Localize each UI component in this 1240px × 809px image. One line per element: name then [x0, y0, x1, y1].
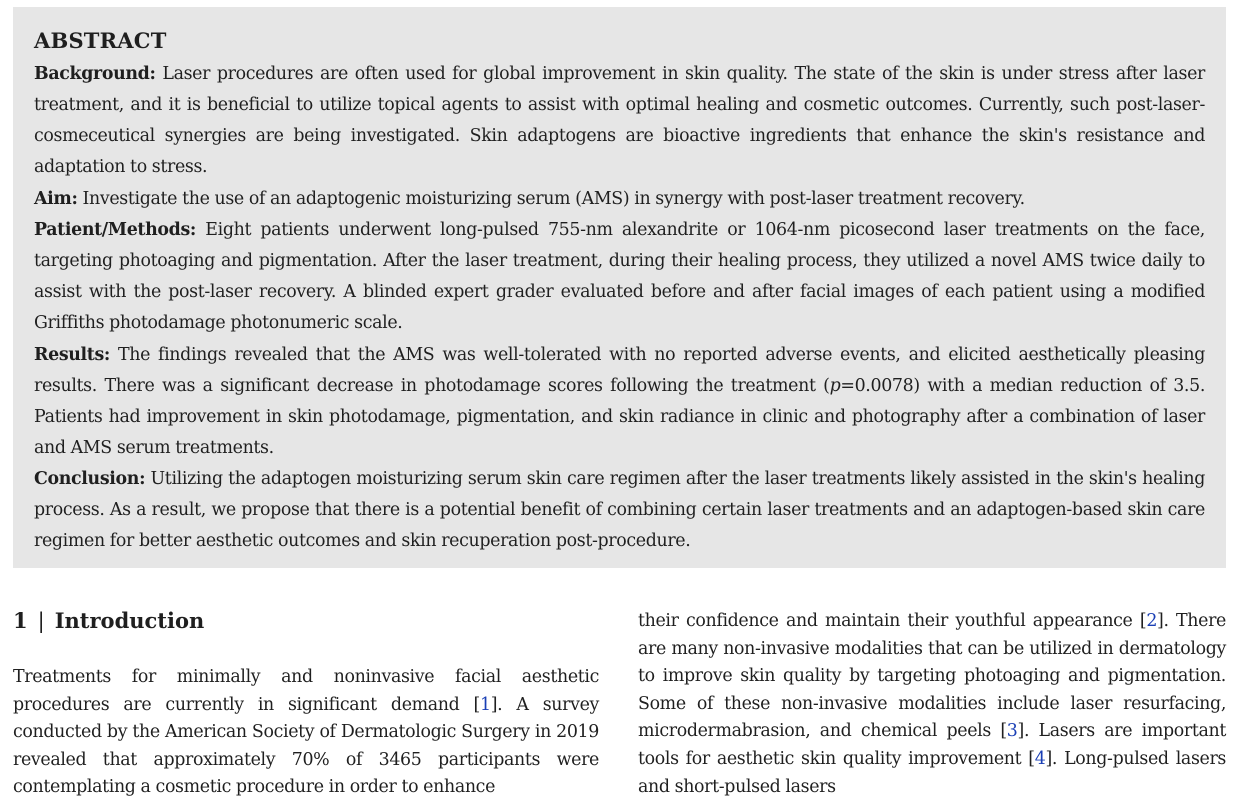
section-heading-introduction [13, 606, 204, 636]
section-number: 1 [13, 608, 28, 633]
intro-text-segment: ]. Long-pulsed lasers and short-pulsed lasers [638, 748, 1227, 797]
introduction-right-column [638, 608, 1226, 801]
intro-text-segment: their confidence and maintain their youthful appearance [ [638, 611, 1147, 631]
abstract-results-paragraph [34, 340, 1205, 464]
intro-text-segment: ]. There are many non-invasive modalities that can be utilized in dermatology to improve skin quality by targeting photoaging and pigmentation. Some of these non-invasive modalities include laser resurfacing, microdermabrasion, and chemical peels [ [638, 611, 1226, 742]
abstract-methods-paragraph [34, 215, 1205, 339]
introduction-paragraph-right [638, 608, 1226, 801]
conclusion-label: Conclusion: [34, 469, 146, 489]
methods-text: Eight patients underwent long-pulsed 755-nm alexandrite or 1064-nm picosecond laser treatments on the face, targeting photoaging and pigmentation. After the laser treatment, during their healing process, they utilized a novel AMS twice daily to assist with the post-laser recovery. A blinded expert grader evaluated before and after facial images of each patient using a modified Griffiths photodamage photonumeric scale. [34, 220, 1205, 333]
results-text-part-1: The findings revealed that the AMS was well-tolerated with no reported adverse events, and elicited aesthetically pleasing results. There was a significant decrease in photodamage scores following the treatment ( [34, 344, 1205, 396]
conclusion-text: Utilizing the adaptogen moisturizing serum skin care regimen after the laser treatments likely assisted in the skin's healing process. As a result, we propose that there is a potential benefit of combining certain laser treatments and an adaptogen-based skin care regimen for better aesthetic outcomes and skin recuperation post-procedure. [34, 469, 1205, 551]
background-label: Background: [34, 64, 156, 84]
intro-text-segment: ]. A survey conducted by the American Society of Dermatologic Surgery in 2019 revealed that approximately 70% of 3465 participants were contemplating a cosmetic procedure in order to enhance [13, 694, 599, 798]
section-title: Introduction [54, 608, 205, 633]
results-text-part-2: =0.0078) with a median reduction of 3.5. Patients had improvement in skin photodamage, pigmentation, and skin radiance in clinic and photography after a combination of laser and AMS serum treatments. [34, 375, 1206, 458]
introduction-paragraph-left [13, 664, 599, 802]
intro-text-segment: ]. Lasers are important tools for aesthetic skin quality improvement [ [638, 721, 1226, 769]
abstract-conclusion-paragraph [34, 464, 1205, 557]
p-value-symbol: p [829, 375, 841, 396]
methods-label: Patient/Methods: [34, 220, 196, 240]
citation-link-1[interactable]: 1 [479, 694, 491, 715]
background-text: Laser procedures are often used for global improvement in skin quality. The state of the skin is under stress after laser treatment, and it is beneficial to utilize topical agents to assist with optimal healing and cosmetic outcomes. Currently, such post-laser-cosmeceutical synergies are being investigated. Skin adaptogens are bioactive ingredients that enhance the skin's resistance and adaptation to stress. [34, 64, 1205, 177]
abstract-heading: ABSTRACT [34, 28, 167, 53]
section-separator: | [37, 609, 45, 633]
introduction-left-column [13, 664, 599, 802]
abstract-box [13, 7, 1226, 568]
citation-link-4[interactable]: 4 [1034, 748, 1046, 769]
abstract-aim-paragraph [34, 184, 1205, 215]
results-label: Results: [34, 344, 111, 365]
citation-link-3[interactable]: 3 [1006, 721, 1018, 742]
abstract-background-paragraph [34, 59, 1205, 183]
aim-label: Aim: [34, 188, 78, 209]
intro-text-segment: Treatments for minimally and noninvasive facial aesthetic procedures are currently in significant demand [ [13, 667, 599, 715]
citation-link-2[interactable]: 2 [1146, 611, 1158, 631]
aim-text: Investigate the use of an adaptogenic moisturizing serum (AMS) in synergy with post-laser treatment recovery. [77, 188, 1025, 209]
